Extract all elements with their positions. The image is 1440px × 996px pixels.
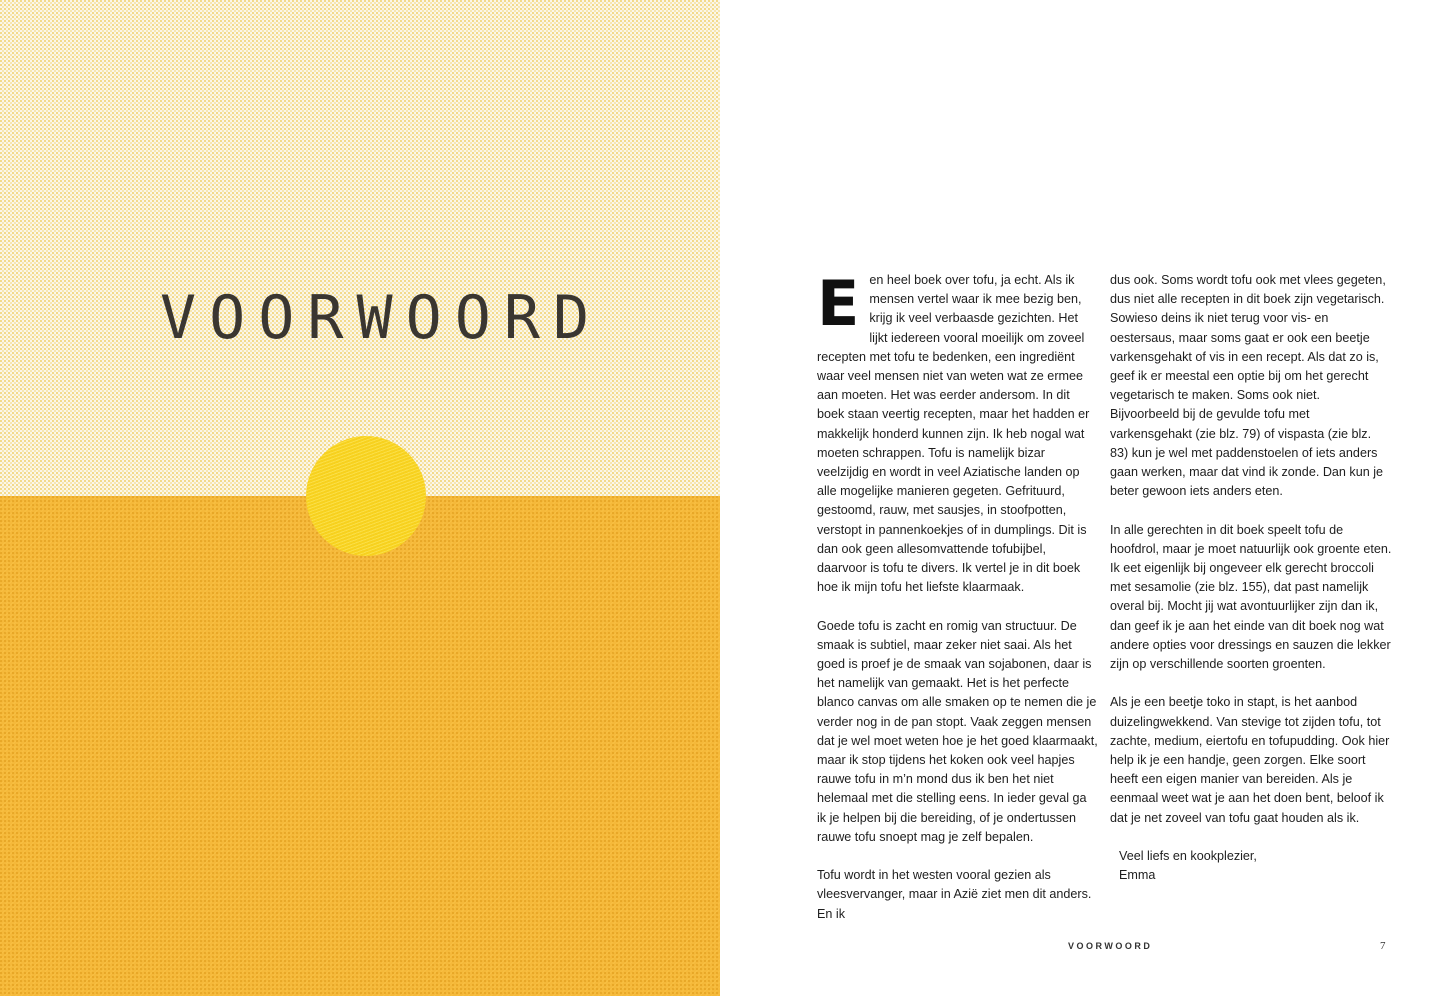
yellow-halftone-background — [0, 496, 720, 996]
chapter-title: VOORWOORD — [160, 283, 603, 353]
text-column-1 — [817, 267, 1099, 943]
page-number: 7 — [1380, 940, 1386, 952]
paragraph-text: en heel boek over tofu, ja echt. Als ik mensen vertel waar ik mee bezig ben, krijg ik veel verbaasde gezichten. Het lijkt iedereen vooral moeilijk om zoveel recepten met tofu te bedenken, een ingrediënt waar veel mensen niet van weten wat ze ermee aan moeten. Het was eerder andersom. In dit boek staan veertig recepten, maar het hadden er makkelijk honderd kunnen zijn. Ik heb nogal wat moeten schrappen. Tofu is namelijk bizar veelzijdig en wordt in veel Aziatische landen op alle mogelijke manieren gegeten. Gefrituurd, gestoomd, rauw, met sausjes, in stoofpotten, verstopt in pannenkoekjes of in dumplings. Dit is dan ook geen allesomvattende tofubijbel, daarvoor is tofu te divers. Ik vertel je in dit boek hoe ik mijn tofu het liefste klaarmaak. — [817, 273, 1090, 595]
signoff — [1119, 847, 1392, 885]
running-footer-title: VOORWOORD — [1068, 941, 1153, 951]
text-column-2 — [1110, 271, 1392, 885]
cream-halftone-background — [0, 0, 720, 496]
paragraph: In alle gerechten in dit boek speelt tofu de hoofdrol, maar je moet natuurlijk ook groente eten. Ik eet eigenlijk bij ongeveer elk gerecht broccoli met sesamolie (zie blz. 155), dat past namelijk overal bij. Mocht jij wat avontuurlijker zijn dan ik, dan geef ik je aan het einde van dit boek nog wat andere opties voor dressings en sauzen die lekker zijn op verschillende soorten groenten. — [1110, 522, 1392, 672]
signature: Emma — [1119, 868, 1156, 883]
sun-circle-illustration — [306, 436, 426, 556]
drop-cap: E — [817, 267, 860, 340]
paragraph: Goede tofu is zacht en romig van structuur. De smaak is subtiel, maar zeker niet saai. Als het goed is proef je de smaak van sojabonen, daar is het namelijk van gemaakt. Het is het perfecte blanco canvas om alle smaken op te nemen die je verder nog in de pan stopt. Vaak zeggen mensen dat je wel moet weten hoe je het goed klaarmaakt, maar ik stop tijdens het koken ook veel hapjes rauwe tofu in m’n mond dus ik ben het niet helemaal met die stelling eens. In ieder geval ga ik je helpen bij die bereiding, of je ondertussen rauwe tofu snoept mag je zelf bepalen. — [817, 618, 1098, 844]
paragraph: dus ook. Soms wordt tofu ook met vlees gegeten, dus niet alle recepten in dit boek zijn vegetarisch. Sowieso deins ik niet terug voor vis- en oestersaus, maar soms gaat er ook een beetje varkensgehakt of vis in een recept. Als dat zo is, geef ik er meestal een optie bij om het gerecht vegetarisch te maken. Soms ook niet. Bijvoorbeeld bij de gevulde tofu met varkensgehakt (zie blz. 79) of vispasta (zie blz. 83) kun je wel met paddenstoelen of iets anders gaan werken, maar dat vind ik zonde. Dan kun je beter gewoon iets anders eten. — [1110, 273, 1386, 499]
paragraph — [817, 267, 1099, 597]
signoff-line: Veel liefs en kookplezier, — [1119, 849, 1257, 864]
paragraph: Als je een beetje toko in stapt, is het aanbod duizelingwekkend. Van stevige tot zijden tofu, tot zachte, medium, eiertofu en tofupudding. Ook hier help ik je een handje, geen zorgen. Elke soort heeft een eigen manier van bereiden. Als je eenmaal weet wat je aan het doen bent, beloof ik dat je net zoveel van tofu gaat houden als ik. — [1110, 695, 1390, 825]
paragraph: Tofu wordt in het westen vooral gezien als vleesvervanger, maar in Azië ziet men dit anders. En ik — [817, 868, 1092, 921]
